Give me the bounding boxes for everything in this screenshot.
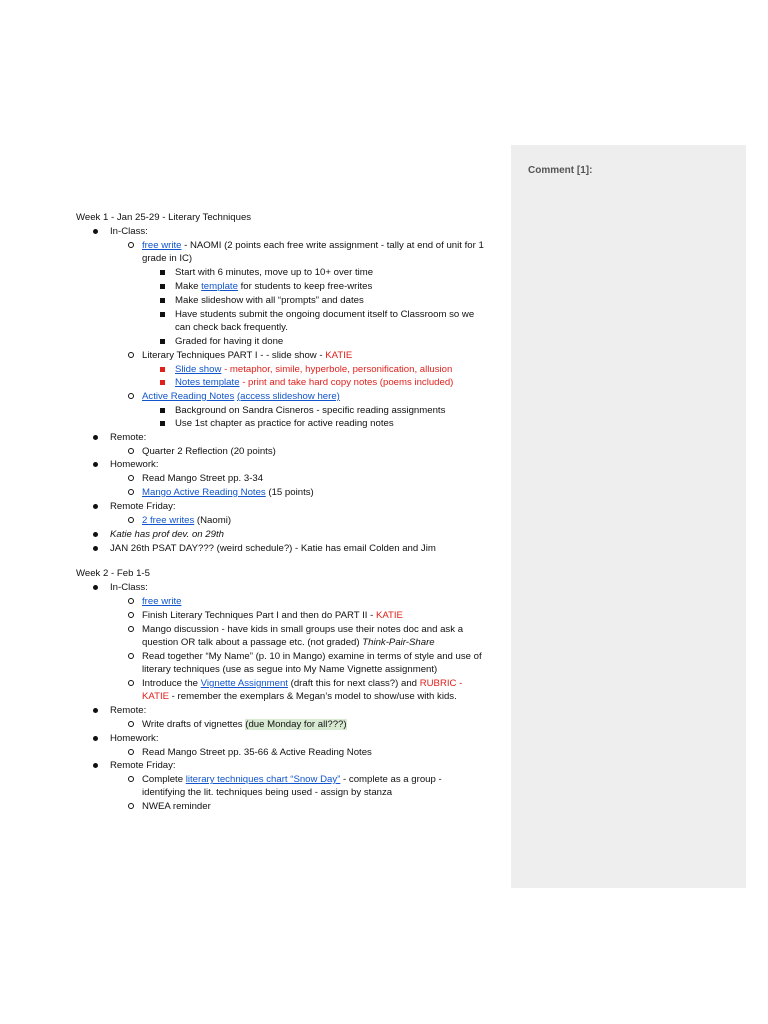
week2-readtog2: literary techniques (use as segue into My Name Vignette assignment) bbox=[142, 664, 438, 675]
bullet-circle bbox=[128, 747, 134, 759]
bullet-circle bbox=[128, 801, 134, 813]
week1-freewrite-line bbox=[142, 240, 484, 252]
week2-complete bbox=[142, 774, 442, 786]
bullet-circle bbox=[128, 350, 134, 362]
katie-tag: KATIE bbox=[142, 691, 170, 702]
slide-show-link[interactable]: Slide show bbox=[175, 364, 222, 375]
bullet-square bbox=[160, 309, 165, 321]
comment-pane bbox=[511, 145, 746, 888]
two-free-writes-link[interactable]: 2 free writes bbox=[142, 515, 195, 526]
bullet-circle bbox=[128, 515, 134, 527]
drafts-a: Write drafts of vignettes bbox=[142, 719, 246, 730]
mango-rest: (15 points) bbox=[265, 487, 314, 498]
bullet-square-red bbox=[160, 364, 165, 376]
bullet-dot bbox=[93, 543, 98, 555]
bullet-dot bbox=[93, 582, 98, 594]
week2-heading: Week 2 - Feb 1-5 bbox=[76, 568, 150, 579]
bullet-dot bbox=[93, 705, 98, 717]
week1-mango bbox=[142, 487, 314, 499]
notes-rest: - print and take hard copy notes (poems included) bbox=[239, 377, 454, 388]
week1-inclass: In-Class: bbox=[110, 226, 148, 237]
week2-drafts bbox=[142, 719, 347, 731]
week2-remote-friday: Remote Friday: bbox=[110, 760, 176, 771]
week1-jan26: JAN 26th PSAT DAY??? (weird schedule?) - Katie has email Colden and Jim bbox=[110, 543, 436, 554]
week1-s3: Make slideshow with all “prompts” and dates bbox=[175, 295, 364, 306]
bullet-circle bbox=[128, 610, 134, 622]
week1-q2: Quarter 2 Reflection (20 points) bbox=[142, 446, 276, 457]
week2-mango-disc1: Mango discussion - have kids in small groups use their notes doc and ask a bbox=[142, 624, 464, 635]
week2-readtog1: Read together “My Name” (p. 10 in Mango) examine in terms of style and use of bbox=[142, 651, 482, 662]
week2-intro2 bbox=[142, 691, 457, 703]
mango-arn-link[interactable]: Mango Active Reading Notes bbox=[142, 487, 266, 498]
week1-homework: Homework: bbox=[110, 459, 159, 470]
week1-use1: Use 1st chapter as practice for active reading notes bbox=[175, 418, 394, 429]
bullet-dot bbox=[93, 432, 98, 444]
week1-katie-prof: Katie has prof dev. on 29th bbox=[110, 529, 224, 540]
vignette-assignment-link[interactable]: Vignette Assignment bbox=[200, 678, 288, 689]
slide-rest: - metaphor, simile, hyperbole, personification, allusion bbox=[221, 364, 453, 375]
week1-s5: Graded for having it done bbox=[175, 336, 284, 347]
week2-intro bbox=[142, 678, 462, 690]
bullet-square bbox=[160, 295, 165, 307]
week1-fw2 bbox=[142, 515, 231, 527]
complete-a: Complete bbox=[142, 774, 186, 785]
week1-lit1 bbox=[142, 350, 352, 362]
disc2-a: question OR talk about a passage etc. (not graded) bbox=[142, 637, 363, 648]
bullet-square bbox=[160, 336, 165, 348]
bullet-circle bbox=[128, 391, 134, 403]
week2-inclass: In-Class: bbox=[110, 582, 148, 593]
free-write-link-2[interactable]: free write bbox=[142, 596, 182, 607]
active-reading-notes-link[interactable]: Active Reading Notes bbox=[142, 391, 235, 402]
bullet-dot bbox=[93, 529, 98, 541]
week1-remote: Remote: bbox=[110, 432, 147, 443]
intro-c: - bbox=[456, 678, 463, 689]
week1-arn bbox=[142, 391, 340, 403]
drafts-highlight: (due Monday for all???) bbox=[245, 719, 347, 730]
week1-bg: Background on Sandra Cisneros - specific reading assignments bbox=[175, 405, 446, 416]
bullet-circle bbox=[128, 487, 134, 499]
bullet-square bbox=[160, 405, 165, 417]
bullet-circle bbox=[128, 774, 134, 786]
finish-a: Finish Literary Techniques Part I and then do PART II - bbox=[142, 610, 376, 621]
katie-tag: KATIE bbox=[375, 610, 403, 621]
template-link[interactable]: template bbox=[201, 281, 238, 292]
freewrite-rest: - NAOMI (2 points each free write assignment - tally at end of unit for 1 bbox=[181, 240, 484, 251]
bullet-dot bbox=[93, 459, 98, 471]
bullet-circle bbox=[128, 624, 134, 636]
week1-remote-friday: Remote Friday: bbox=[110, 501, 176, 512]
comment-title: Comment [1]: bbox=[528, 165, 593, 176]
week1-freewrite-line2: grade in IC) bbox=[142, 253, 193, 264]
week2-fw bbox=[142, 596, 181, 608]
week2-remote: Remote: bbox=[110, 705, 147, 716]
intro-b: (draft this for next class?) and bbox=[287, 678, 420, 689]
katie-tag: KATIE bbox=[325, 350, 353, 361]
bullet-circle bbox=[128, 678, 134, 690]
bullet-dot bbox=[93, 501, 98, 513]
bullet-square bbox=[160, 267, 165, 279]
free-write-link[interactable]: free write bbox=[142, 240, 182, 251]
week2-mango-disc2 bbox=[142, 637, 435, 649]
week1-heading: Week 1 - Jan 25-29 - Literary Techniques bbox=[76, 212, 252, 223]
notes-template-link[interactable]: Notes template bbox=[175, 377, 240, 388]
bullet-square bbox=[160, 418, 165, 430]
bullet-circle bbox=[128, 596, 134, 608]
week2-complete2: identifying the lit. techniques being used - assign by stanza bbox=[142, 787, 393, 798]
week1-s4: Have students submit the ongoing document itself to Classroom so we bbox=[175, 309, 475, 320]
lit1-a: Literary Techniques PART I - - slide show - bbox=[142, 350, 326, 361]
bullet-dot bbox=[93, 733, 98, 745]
fw2-rest: (Naomi) bbox=[194, 515, 232, 526]
bullet-circle bbox=[128, 240, 134, 252]
week1-notes bbox=[175, 377, 453, 389]
think-pair-share: Think-Pair-Share bbox=[362, 637, 435, 648]
week1-s2 bbox=[175, 281, 372, 293]
bullet-dot bbox=[93, 226, 98, 238]
complete-b: - complete as a group - bbox=[340, 774, 442, 785]
intro2-rest: - remember the exemplars & Megan’s model to show/use with kids. bbox=[169, 691, 457, 702]
s2-b: for students to keep free-writes bbox=[237, 281, 373, 292]
week1-s4b: can check back frequently. bbox=[175, 322, 288, 333]
week1-s1: Start with 6 minutes, move up to 10+ over time bbox=[175, 267, 374, 278]
access-slideshow-link[interactable]: (access slideshow here) bbox=[236, 391, 340, 402]
bullet-circle bbox=[128, 719, 134, 731]
bullet-circle bbox=[128, 473, 134, 485]
s2-a: Make bbox=[175, 281, 202, 292]
bullet-dot bbox=[93, 760, 98, 772]
week1-read1: Read Mango Street pp. 3-34 bbox=[142, 473, 264, 484]
bullet-square bbox=[160, 281, 165, 293]
lit-techniques-chart-link[interactable]: literary techniques chart “Snow Day” bbox=[185, 774, 341, 785]
week2-finish bbox=[142, 610, 403, 622]
rubric-tag: RUBRIC bbox=[419, 678, 457, 689]
intro-a: Introduce the bbox=[142, 678, 201, 689]
week2-homework: Homework: bbox=[110, 733, 159, 744]
week2-read2: Read Mango Street pp. 35-66 & Active Reading Notes bbox=[142, 747, 372, 758]
week2-nwea: NWEA reminder bbox=[142, 801, 211, 812]
bullet-square-red bbox=[160, 377, 165, 389]
bullet-circle bbox=[128, 651, 134, 663]
bullet-circle bbox=[128, 446, 134, 458]
week1-slideshow bbox=[175, 364, 452, 376]
